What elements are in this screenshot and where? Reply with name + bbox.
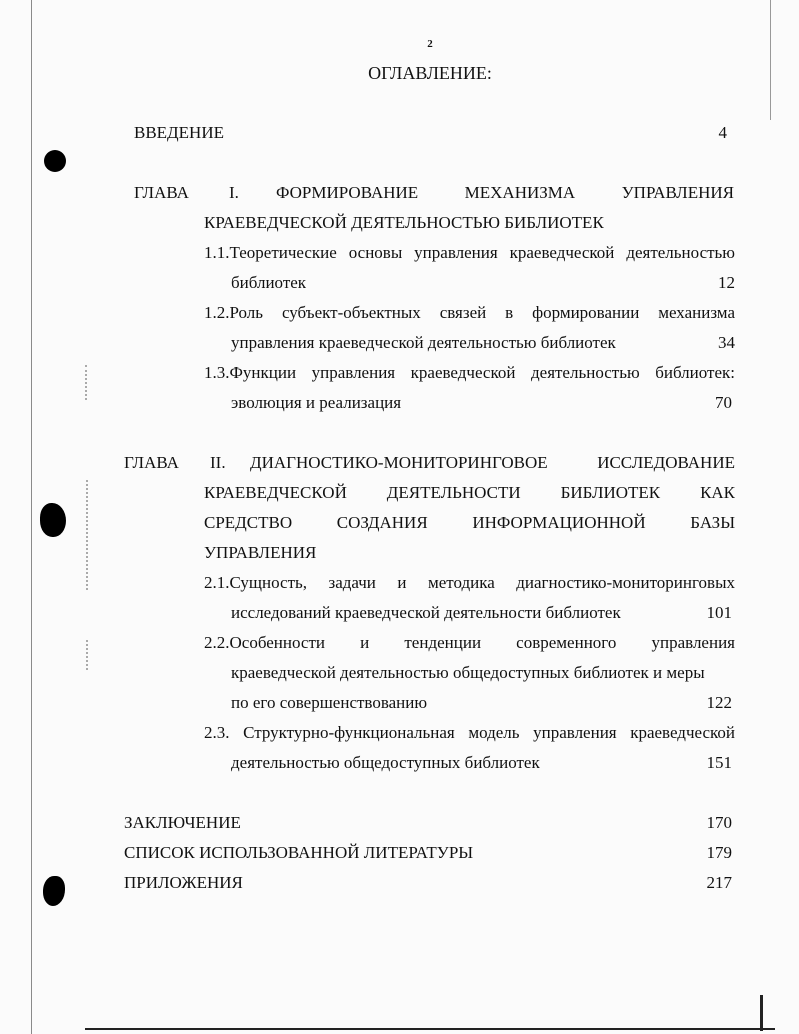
section-2-3-page: 151 [706,753,732,772]
section-1-3-page: 70 [715,393,732,412]
chapter2-word: БИБЛИОТЕК [560,483,661,502]
toc-intro-page: 4 [718,123,727,142]
section-1-3-line2: эволюция и реализация [231,393,402,412]
scan-corner-mark [760,995,763,1031]
chapter1-word: УПРАВЛЕНИЯ [621,183,734,202]
section-1-1-line2: библиотек [231,273,307,292]
scan-border-bottom [85,1028,775,1030]
chapter2-numeral: II. [210,453,226,472]
section-2-2-line1: 2.2.Особенности и тенденции современного управления [204,633,735,652]
page-number: 2 [427,38,433,50]
section-2-1-page: 101 [706,603,732,622]
section-1-2-line1: 1.2.Роль субъект-объектных связей в формировании механизма [204,303,735,322]
chapter2-prefix: ГЛАВА [124,453,179,472]
toc-conclusion-label: ЗАКЛЮЧЕНИЕ [124,813,241,832]
punch-hole-mark-1 [44,150,66,172]
chapter2-word: ДЕЯТЕЛЬНОСТИ [386,483,521,502]
section-1-1-page: 12 [718,273,735,292]
section-1-3-line1: 1.3.Функции управления краеведческой деятельностью библиотек: [204,363,735,382]
section-1-2-page: 34 [718,333,735,352]
chapter1-prefix: ГЛАВА [134,183,189,202]
scan-border-left [31,0,32,1034]
chapter2-title-line2 [204,478,735,508]
section-2-3-line1: 2.3. Структурно-функциональная модель управления краеведческой [204,723,735,742]
scan-border-right [770,0,771,120]
page-title: ОГЛАВЛЕНИЕ: [368,63,492,83]
chapter1-word: МЕХАНИЗМА [464,183,576,202]
section-1-1-line1: 1.1.Теоретические основы управления краеведческой деятельностью [204,243,735,262]
punch-hole-mark-3 [43,876,65,906]
punch-hole-mark-2 [40,503,66,537]
section-2-1-line2: исследований краеведческой деятельности библиотек [231,603,621,622]
chapter2-word: БАЗЫ [690,513,736,532]
toc-references-page: 179 [706,843,732,862]
chapter2-word: СОЗДАНИЯ [336,513,428,532]
chapter2-title-line3 [204,508,735,538]
chapter2-word: КАК [700,483,736,502]
chapter1-title-line1 [276,178,734,208]
toc-intro-label: ВВЕДЕНИЕ [134,123,224,142]
section-2-3-line2: деятельностью общедоступных библиотек [231,753,540,772]
toc-references-label: СПИСОК ИСПОЛЬЗОВАННОЙ ЛИТЕРАТУРЫ [124,843,474,862]
section-2-2-page: 122 [706,693,732,712]
chapter2-title-line4: УПРАВЛЕНИЯ [204,543,317,562]
chapter2-word: ИССЛЕДОВАНИЕ [597,453,735,472]
chapter1-title-line2: КРАЕВЕДЧЕСКОЙ ДЕЯТЕЛЬНОСТЬЮ БИБЛИОТЕК [204,213,604,232]
scan-noise-3 [86,640,102,670]
section-2-1-line1: 2.1.Сущность, задачи и методика диагностико-мониторинговых [204,573,735,592]
toc-appendix-label: ПРИЛОЖЕНИЯ [124,873,243,892]
section-1-2-line2: управления краеведческой деятельностью библиотек [231,333,616,352]
scan-noise-1 [85,365,101,400]
chapter2-word: СРЕДСТВО [204,513,293,532]
chapter2-title-line1 [250,448,735,478]
chapter2-word: ДИАГНОСТИКО-МОНИТОРИНГОВОЕ [250,453,548,472]
chapter2-word: ИНФОРМАЦИОННОЙ [472,513,646,532]
toc-appendix-page: 217 [706,873,732,892]
section-2-2-line3: по его совершенствованию [231,693,428,712]
chapter1-word: ФОРМИРОВАНИЕ [276,183,419,202]
toc-conclusion-page: 170 [706,813,732,832]
chapter2-word: КРАЕВЕДЧЕСКОЙ [204,483,347,502]
section-2-2-line2: краеведческой деятельностью общедоступных библиотек и меры [231,663,705,682]
scan-noise-2 [86,480,102,590]
chapter1-numeral: I. [229,183,239,202]
